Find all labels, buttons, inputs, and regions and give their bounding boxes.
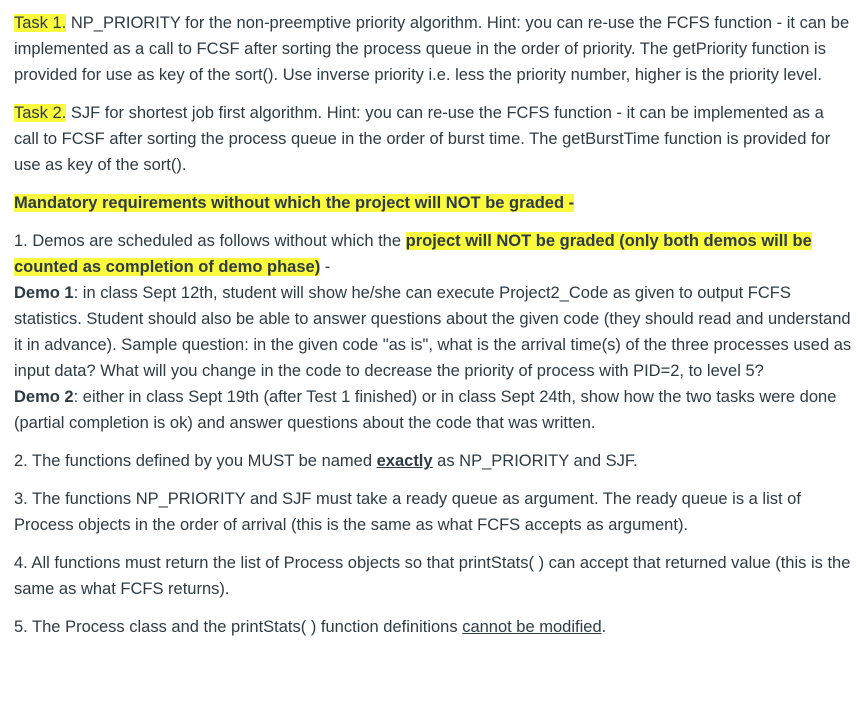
task1-text: NP_PRIORITY for the non-preemptive priority algorithm. Hint: you can re-use the FCFS function - it can be implemented as a call to FCSF after sorting the process queue in the order of priority. The getPriority function is provided for use as key of the sort(). Use inverse priority i.e. less the priority number, higher is the priority level.	[14, 14, 850, 84]
req1-intro: 1. Demos are scheduled as follows without which the	[14, 232, 406, 250]
mandatory-paragraph	[14, 190, 852, 216]
req5-before: 5. The Process class and the printStats( ) function definitions	[14, 618, 463, 636]
req2-emphasis: exactly	[376, 452, 433, 470]
demo2-text: : either in class Sept 19th (after Test 1 finished) or in class Sept 24th, show how the two tasks were done (partial completion is ok) and answer questions about the code that was written.	[14, 388, 837, 432]
req1-highlight: project will NOT be graded (only both demos will be counted as completion of demo phase)	[14, 232, 812, 276]
task2-text: SJF for shortest job first algorithm. Hint: you can re-use the FCFS function - it can be implemented as a call to FCSF after sorting the process queue in the order of burst time. The getBurstTime function is provided for use as key of the sort().	[14, 104, 831, 174]
requirement-1	[14, 228, 852, 280]
demo1-paragraph	[14, 280, 852, 384]
task2-paragraph	[14, 100, 852, 178]
demo1-label: Demo 1	[14, 284, 74, 302]
requirement-3: 3. The functions NP_PRIORITY and SJF must take a ready queue as argument. The ready queue is a list of Process objects in the order of arrival (this is the same as what FCFS accepts as argument).	[14, 490, 801, 534]
req2-after: as NP_PRIORITY and SJF.	[432, 452, 638, 470]
req1-tail: -	[320, 258, 331, 276]
req5-after: .	[601, 618, 607, 636]
req2-before: 2. The functions defined by you MUST be named	[14, 452, 377, 470]
task1-paragraph	[14, 10, 852, 88]
mandatory-heading: Mandatory requirements without which the project will NOT be graded -	[14, 194, 575, 212]
task1-label: Task 1.	[14, 14, 67, 32]
demo1-text: : in class Sept 12th, student will show he/she can execute Project2_Code as given to output FCFS statistics. Student should also be able to answer questions about the given code (they should read and understand it in advance). Sample question: in the given code "as is", what is the arrival time(s) of the three processes used as input data? What will you change in the code to decrease the priority of process with PID=2, to level 5?	[14, 284, 852, 380]
requirement-2	[14, 448, 852, 474]
requirement-1-block	[14, 228, 852, 436]
requirement-4: 4. All functions must return the list of Process objects so that printStats( ) can accept that returned value (this is the same as what FCFS returns).	[14, 554, 851, 598]
demo2-paragraph	[14, 384, 852, 436]
req5-underlined: cannot be modified	[462, 618, 602, 636]
requirement-5	[14, 614, 852, 640]
task2-label: Task 2.	[14, 104, 67, 122]
demo2-label: Demo 2	[14, 388, 74, 406]
